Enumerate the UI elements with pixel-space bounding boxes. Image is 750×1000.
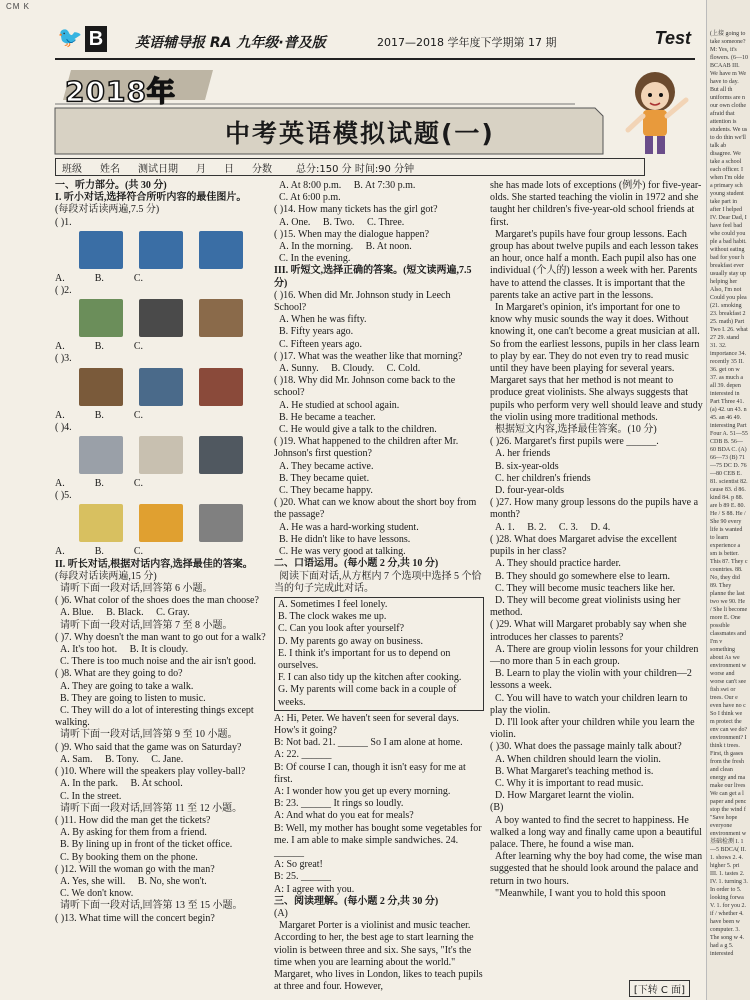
text-line: ( )15. When may the dialogue happen? — [274, 228, 430, 240]
text-line: D. I'll look after your children while you learn the violin. — [490, 716, 698, 741]
text-line: A. B. C. — [55, 272, 144, 284]
text-line: III. 听短文,选择正确的答案。(短文读两遍,7.5 分) — [274, 265, 475, 289]
paper-title: 英语辅导报 RA 九年级·普及版 — [135, 35, 326, 51]
picture-options — [67, 368, 270, 408]
text-line: I. 听小对话,选择符合所听内容的最佳图片。 — [55, 192, 247, 204]
info-day: 日 — [224, 163, 234, 175]
text-line: ( )8. What are they going to do? — [55, 668, 183, 680]
option-picture — [79, 368, 123, 406]
option-picture — [139, 368, 183, 406]
text-line: A: 22. ______ — [274, 749, 332, 761]
text-line: ( )5. — [55, 490, 72, 502]
text-line: B: 23. ______ It rings so loudly. — [274, 798, 404, 810]
text-line: A: I agree with you. — [274, 883, 355, 895]
text-line: (每段对话读两遍,15 分) — [55, 570, 157, 582]
column-3 — [490, 180, 706, 998]
text-line: 二、口语运用。(每小题 2 分,共 10 分) — [274, 558, 439, 570]
text-line: B: Well, my mother has bought some vegetables for me. I am able to make simple sandwiches. 24. ______ — [274, 822, 485, 858]
text-line: B: 25. ______ — [274, 871, 331, 883]
dialogue-option: E. I think it's important for us to depend on ourselves. — [278, 647, 451, 671]
info-class: 班级 — [62, 163, 82, 175]
text-line: C. There is too much noise and the air isn't good. — [55, 656, 257, 668]
text-line: B. By lining up in front of the ticket office. — [55, 839, 233, 851]
text-line: B: Not bad. 21. ______ So I am alone at home. — [274, 737, 463, 749]
text-line: B. They are going to listen to music. — [55, 692, 206, 704]
text-line: D. four-year-olds — [490, 485, 565, 497]
text-line: 三、阅读理解。(每小题 2 分,共 30 分) — [274, 895, 439, 907]
text-line: ( )17. What was the weather like that morning? — [274, 350, 463, 362]
option-picture — [199, 368, 243, 406]
continued-footer: [下转 C 面] — [629, 980, 690, 997]
info-score: 分数 — [252, 163, 272, 175]
text-line: ( )14. How many tickets has the girl got? — [274, 204, 438, 216]
picture-options — [67, 231, 270, 271]
text-line: A boy wanted to find the secret to happiness. He walked a long way and finally came upon a beautiful palace. There, he found a wise man. — [490, 814, 705, 850]
picture-options — [67, 504, 270, 544]
text-line: ( )26. Margaret's first pupils were ______. — [490, 436, 659, 448]
text-line: B. He didn't like to have lessons. — [274, 533, 411, 545]
option-picture — [139, 504, 183, 542]
text-line: A. Blue. B. Black. C. Gray. — [55, 607, 190, 619]
text-line: C. He was very good at talking. — [274, 546, 406, 558]
test-label: Test — [654, 28, 691, 48]
dialogue-option: B. The clock wakes me up. — [278, 611, 387, 623]
info-name: 姓名 — [100, 163, 120, 175]
text-line: C. In the street. — [55, 790, 122, 802]
text-line: C. Why it is important to read music. — [490, 777, 644, 789]
text-line: A: So great! — [274, 859, 323, 871]
text-line: ( )10. Where will the speakers play volley-ball? — [55, 766, 246, 778]
option-picture — [79, 436, 123, 474]
text-line: 请听下面一段对话,回答第 6 小题。 — [55, 583, 213, 595]
text-line: A. B. C. — [55, 341, 144, 353]
text-line: B. Learn to play the violin with your children—2 lessons a week. — [490, 668, 695, 692]
text-line: A. 1. B. 2. C. 3. D. 4. — [490, 521, 611, 533]
text-line: ( )16. When did Mr. Johnson study in Leech School? — [274, 289, 453, 314]
option-picture — [139, 231, 183, 269]
text-line: D. They will become great violinists using her method. — [490, 594, 683, 619]
banner-title: 中考英语模拟试题(一) — [225, 119, 495, 148]
text-line: C. In the evening. — [274, 253, 351, 265]
option-picture — [199, 436, 243, 474]
issue-label: 2017—2018 学年度下学期第 17 期 — [377, 36, 557, 49]
text-line: "Meanwhile, I want you to hold this spoon — [490, 887, 666, 899]
option-picture — [199, 299, 243, 337]
text-line: ( )29. What will Margaret probably say when she introduces her classes to parents? — [490, 619, 690, 643]
text-line: ( )11. How did the man get the tickets? — [55, 814, 211, 826]
text-line: ( )18. Why did Mr. Johnson come back to the school? — [274, 375, 458, 399]
option-picture — [199, 231, 243, 269]
text-line: D. How Margaret learnt the violin. — [490, 790, 634, 802]
text-line: A. By asking for them from a friend. — [55, 827, 207, 839]
text-line: A. B. C. — [55, 546, 144, 558]
text-line: A. When he was fifty. — [274, 314, 367, 326]
text-line: A. B. C. — [55, 409, 144, 421]
text-line: ( )2. — [55, 285, 72, 297]
text-line: A. They should practice harder. — [490, 558, 621, 570]
option-picture — [79, 231, 123, 269]
section-letter: B — [85, 26, 107, 52]
text-line: C. He would give a talk to the children. — [274, 424, 437, 436]
dialogue-options-box — [274, 597, 484, 711]
text-line: A. In the park. B. At school. — [55, 778, 183, 790]
text-line: 根据短文内容,选择最佳答案。(10 分) — [490, 424, 657, 436]
text-line: A. Sunny. B. Cloudy. C. Cold. — [274, 363, 421, 375]
text-line: After learning why the boy had come, the wise man suggested that he should look around the palace and return in two hours. — [490, 851, 705, 887]
cartoon-girl-illustration — [610, 64, 700, 156]
title-banner — [55, 64, 695, 156]
dialogue-option: D. My parents go away on business. — [278, 635, 423, 647]
text-line: C. her children's friends — [490, 472, 591, 484]
text-line: A. They became active. — [274, 460, 374, 472]
corner-mark: CM K — [6, 2, 30, 11]
option-picture — [199, 504, 243, 542]
text-line: C. They will become music teachers like her. — [490, 582, 676, 594]
text-line: B. Fifty years ago. — [274, 326, 354, 338]
text-line: ( )9. Who said that the game was on Saturday? — [55, 741, 242, 753]
banner-year: 2018年 — [65, 75, 176, 108]
text-line: A. Sam. B. Tony. C. Jane. — [55, 753, 184, 765]
text-line: ( )12. Will the woman go with the man? — [55, 863, 215, 875]
text-line: 请听下面一段对话,回答第 7 至 8 小题。 — [55, 619, 233, 631]
text-line: ( )7. Why doesn't the man want to go out for a walk? — [55, 631, 266, 643]
text-line: C. By booking them on the phone. — [55, 851, 198, 863]
text-line: A. In the morning. B. At noon. — [274, 241, 412, 253]
dialogue-option: G. My parents will come back in a couple of weeks. — [278, 684, 457, 708]
student-info-row — [55, 158, 645, 176]
dialogue-option: A. Sometimes I feel lonely. — [278, 598, 388, 610]
text-line: ( )13. What time will the concert begin? — [55, 912, 215, 924]
text-line: ( )20. What can we know about the short boy from the passage? — [274, 497, 479, 521]
text-line: A. B. C. — [55, 478, 144, 490]
text-line: ( )28. What does Margaret advise the excellent pupils in her class? — [490, 533, 680, 558]
text-line: II. 听长对话,根据对话内容,选择最佳的答案。 — [55, 558, 253, 570]
bird-logo-icon: 🐦 — [57, 27, 83, 49]
text-line: A. When children should learn the violin. — [490, 753, 661, 765]
text-line: ( )6. What color of the shoes does the man choose? — [55, 595, 259, 607]
column-1 — [55, 180, 270, 998]
text-line: B. They became quiet. — [274, 472, 370, 484]
text-line: C. They will do a lot of interesting things except walking. — [55, 705, 257, 729]
text-line: 请听下面一段对话,回答第 13 至 15 小题。 — [55, 900, 243, 912]
text-line: A. One. B. Two. C. Three. — [274, 216, 405, 228]
picture-options — [67, 299, 270, 339]
text-line: B. He became a teacher. — [274, 411, 376, 423]
text-line: ( )19. What happened to the children after Mr. Johnson's first question? — [274, 436, 461, 460]
info-date: 测试日期 — [138, 163, 178, 175]
text-line: ( )4. — [55, 421, 72, 433]
text-line: 请听下面一段对话,回答第 9 至 10 小题。 — [55, 729, 238, 741]
text-line: C. You will have to watch your children learn to play the violin. — [490, 692, 690, 716]
info-month: 月 — [196, 163, 206, 175]
text-line: C. Fifteen years ago. — [274, 338, 363, 350]
dialogue-option: C. Can you look after yourself? — [278, 623, 405, 635]
adjacent-page-strip: (上接 going to take someone? M: Yes, it's flowers. (6—10 BCAAB III. We have m We have to day. But all th uniforms are n our own clothe afraid that attention is students. We us to do thin we'll talk ab disagree. We take a school each officer. I when I'm olde a primary sch young student take part in after I helped IV. Dear Dad, I have feel bad whe could you ple a bad habit. without eating bad for your h breakfast ever usually stay up helping her Also, I'm not Could you plea (21. smoking 23. breakfast 2 25. math) Part Two I. 26. what 27 29. stand 31. 32. importance 34. recently 35 II. 36. get on w 37. as much a all 39. depen interested in Part Three 41. (a) 42. un 43. n 45. an 46 49. interesting Part Four A. 51—55 CDB B. 56—60 BDA C. (A) 66—73 (B) 71—75 DC D. 76—80 CEB E. 81. scientist 82. cause 83. d 86. kind 84. p 88. are b 89 E. 80. He / S 88. He / She 90 every life is wanted to learn experience a sm is better. This 87. They c countries. 88. No, they did 89. They planne the last two we 90. He / She li become more E. One possible classmates and I'm v something about As we environment w worse and worse can't see fish swi or trees. Our e even have no c So I think we m protect the env can we do? environment? I think t trees. First, th gases from the fresh and clean energy and ma make our lives We can get a l paper and penc stop the wind f "Save hope everyone environment w 基础检测 I. 1—5 BDCA( II. 1. shows 2. 4. higher 5. pri III. 1. tastes 2. IV. 1. turning 3. In order to 5. looking forwa V. 1. for you 2. if / whether 4. have been w computer. 3. The song w 4. had a g 5. interested — [706, 0, 750, 1000]
text-line: ( )3. — [55, 353, 72, 365]
page-header — [55, 20, 695, 60]
text-line: B. six-year-olds — [490, 460, 559, 472]
text-line: 一、听力部分。(共 30 分) — [55, 180, 167, 191]
text-line: A. He was a hard-working student. — [274, 521, 419, 533]
text-line: Margaret's pupils have four group lessons. Each group has about twelve pupils and each lesson takes an hour, once half a month. Each pupil also has one individual (个人的) lesson a week with her. Parents have to attend the classes. It is important that the parents take an active part in the lessons. — [490, 228, 701, 301]
text-line: A: Hi, Peter. We haven't seen for several days. How's it going? — [274, 712, 462, 736]
dialogue-option: F. I can also tidy up the kitchen after cooking. — [278, 672, 462, 684]
text-line: A: I wonder how you get up every morning. — [274, 785, 451, 797]
text-line: A. It's too hot. B. It is cloudy. — [55, 644, 189, 656]
text-line: Margaret Porter is a violinist and music teacher. According to her, the best age to start learning the violin is between three and six. She says, "It's the time when you are learning about the world." Margaret, who lives in London, likes to teach pupils at three and four. However, — [274, 920, 486, 993]
option-picture — [79, 504, 123, 542]
text-line: B. What Margaret's teaching method is. — [490, 765, 654, 777]
text-line: (A) — [274, 907, 288, 919]
text-line: A. Yes, she will. B. No, she won't. — [55, 875, 207, 887]
text-line: In Margaret's opinion, it's important for one to know why music sounds the way it does. Without knowing it, one can't become a great musician at all. So from the earliest lessons, pupils in her class learn to play by ear. They do not even try to read music until they have been playing for several years. Margaret says that her method is not meant to produce great violinists. She always suggests that pupils who perform very well should leave and study the violin using more traditional methods. — [490, 302, 706, 423]
text-line: C. At 6:00 p.m. — [274, 192, 341, 204]
text-line: B: Of course I can, though it isn't easy for me at first. — [274, 761, 469, 785]
text-line: she has made lots of exceptions (例外) for five-year-olds. She started teaching the violin in 1972 and she taught her children's five-year-old school friends at first. — [490, 180, 702, 228]
text-line: A: And what do you eat for meals? — [274, 810, 414, 822]
text-line: ( )1. — [55, 216, 72, 228]
text-line: A. They are going to take a walk. — [55, 680, 194, 692]
text-line: A. her friends — [490, 448, 551, 460]
picture-options — [67, 436, 270, 476]
text-line: A. There are group violin lessons for your children—no more than 5 in each group. — [490, 643, 699, 667]
text-line: A. At 8:00 p.m. B. At 7:30 p.m. — [274, 180, 416, 191]
text-line: B. They should go somewhere else to learn. — [490, 570, 671, 582]
option-picture — [139, 436, 183, 474]
text-line: 请听下面一段对话,回答第 11 至 12 小题。 — [55, 802, 243, 814]
option-picture — [139, 299, 183, 337]
text-line: (每段对话读两遍,7.5 分) — [55, 204, 160, 216]
text-line: ( )30. What does the passage mainly talk about? — [490, 741, 682, 753]
option-picture — [79, 299, 123, 337]
text-line: C. We don't know. — [55, 888, 134, 900]
text-line: A. He studied at school again. — [274, 399, 400, 411]
column-2 — [274, 180, 484, 998]
text-line: 阅读下面对话,从方框内 7 个选项中选择 5 个恰当的句子完成此对话。 — [274, 570, 482, 594]
info-total: 总分:150 分 时间:90 分钟 — [296, 163, 415, 175]
text-line: ( )27. How many group lessons do the pupils have a month? — [490, 497, 701, 521]
text-line: C. They became happy. — [274, 485, 373, 497]
text-line: (B) — [490, 802, 504, 814]
